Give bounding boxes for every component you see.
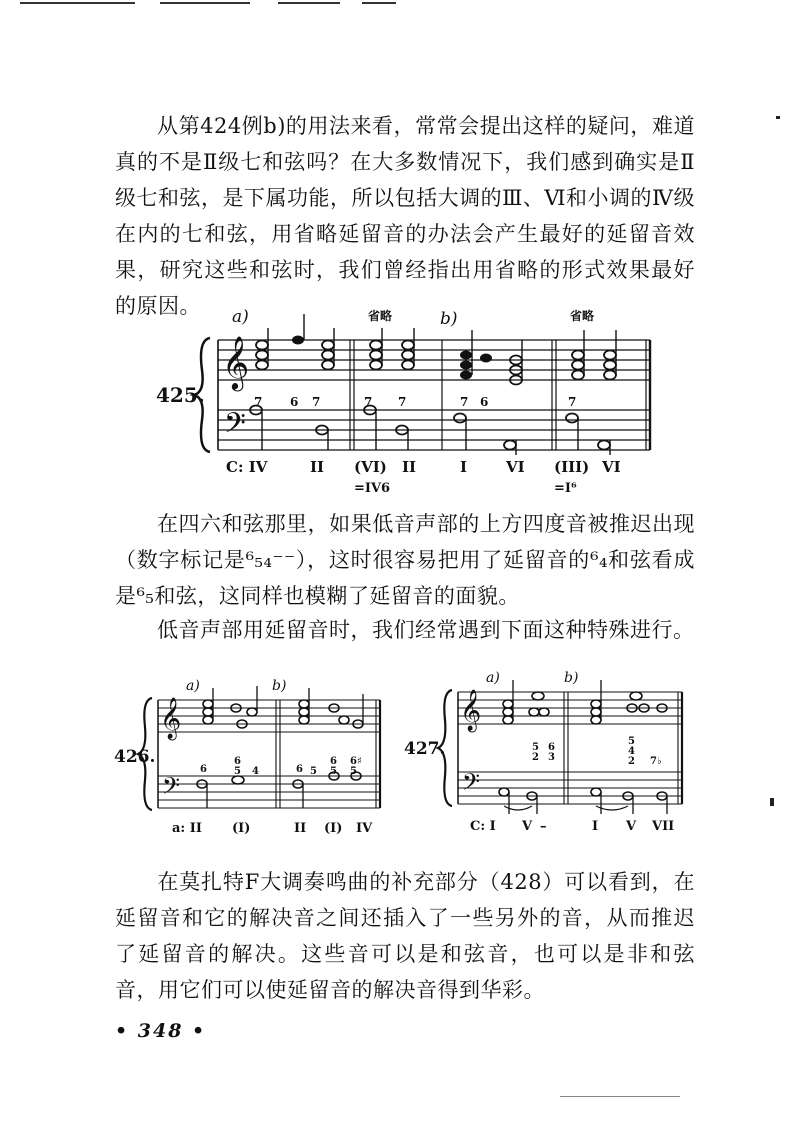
roman-numeral: (III) [554, 458, 590, 476]
header-rule [278, 2, 340, 4]
figured-bass: 2 [532, 752, 539, 763]
music-example-425 [150, 300, 670, 500]
paragraph-2: 在四六和弦那里，如果低音声部的上方四度音被推迟出现（数字标记是⁶₅₄⁻⁻），这时很容易把用了延留音的⁶₄和弦看成是⁶₅和弦，这同样也模糊了延留音的面貌。 [115, 512, 695, 608]
roman-numeral: I [460, 458, 468, 476]
figured-bass: 7 [398, 395, 407, 409]
figured-bass: 6 [330, 756, 337, 767]
roman-numeral: II [402, 458, 417, 476]
figured-bass: 6♯ [350, 756, 362, 767]
figured-bass: 7 [312, 395, 321, 409]
score-426 [112, 672, 392, 842]
figured-bass: 5 [330, 766, 337, 777]
roman-numeral: a: II [172, 821, 202, 836]
figured-bass: 5 [234, 766, 241, 777]
paragraph-1: 从第424例b)的用法来看，常常会提出这样的疑问，难道真的不是Ⅱ级七和弦吗？在大多数情况下，我们感到确实是Ⅱ级七和弦，是下属功能，所以包括大调的Ⅲ、Ⅵ和小调的Ⅳ级在内的七和弦，用省略延留音的办法会产生最好的延留音效果，研究这些和弦时，我们曾经指出用省略的形式效果最好的原因。 [115, 114, 695, 318]
header-rule [160, 2, 250, 4]
example-number: 426. [114, 747, 156, 767]
example-label-a: a) [186, 678, 200, 694]
roman-numeral: V [522, 819, 533, 834]
example-label-b: b) [440, 309, 458, 329]
page-number: • 348 • [115, 1020, 207, 1042]
header-rule [362, 2, 396, 4]
figured-bass: 6 [200, 764, 207, 775]
roman-numeral: V [626, 819, 637, 834]
music-example-426 [112, 672, 392, 842]
figured-bass: 6 [290, 395, 299, 409]
figured-bass: 6 [480, 395, 489, 409]
roman-numeral: C: IV [226, 458, 268, 476]
scan-speck [776, 116, 780, 119]
example-number: 427. [404, 739, 446, 759]
figured-bass: 5 [532, 742, 539, 753]
example-label-a: a) [486, 670, 500, 686]
roman-numeral: (I) [324, 821, 343, 836]
header-rule [20, 2, 135, 4]
scan-speck [770, 798, 774, 806]
figured-bass: 4 [252, 766, 259, 777]
figured-bass: 7 [460, 395, 469, 409]
omission-mark: 省略 [570, 309, 595, 323]
roman-numeral: II [310, 458, 325, 476]
scan-speck [560, 1096, 680, 1097]
treble-clef-icon: 𝄞 [160, 698, 182, 739]
bass-clef-icon: 𝄢 [224, 407, 246, 447]
example-label-a: a) [232, 307, 249, 327]
treble-clef-icon: 𝄞 [460, 690, 482, 731]
figured-bass: 6 [234, 756, 241, 767]
figured-bass: 6 [548, 742, 555, 753]
music-example-427 [400, 664, 700, 834]
example-label-b: b) [272, 678, 287, 694]
roman-numeral: VII [652, 819, 675, 834]
roman-numeral: II [294, 821, 307, 836]
paragraph-4: 在莫扎特F大调奏鸣曲的补充部分（428）可以看到，在延留音和它的解决音之间还插入了一些另外的音，从而推迟了延留音的解决。这些音可以是和弦音，也可以是非和弦音，用它们可以使延留音的解决音得到华彩。 [115, 870, 695, 1002]
figured-bass: 2 [628, 756, 635, 767]
figured-bass: 4 [628, 746, 635, 757]
roman-numeral: VI [602, 458, 621, 476]
bass-clef-icon: 𝄢 [162, 772, 181, 805]
score-427 [400, 664, 700, 834]
figured-bass: 7 [254, 395, 263, 409]
omission-mark: 省略 [368, 309, 393, 323]
figured-bass: 5 [310, 766, 317, 777]
example-label-b: b) [564, 670, 579, 686]
analysis-substitute: =IV6 [354, 481, 391, 496]
figured-bass: 7 [568, 395, 577, 409]
roman-numeral: IV [356, 821, 373, 836]
figured-bass: 3 [548, 752, 555, 763]
bass-clef-icon: 𝄢 [462, 768, 481, 801]
roman-numeral: – [540, 819, 547, 834]
analysis-substitute: =I⁶ [554, 481, 577, 496]
roman-numeral: (VI) [354, 458, 387, 476]
treble-clef-icon: 𝄞 [222, 335, 250, 389]
figured-bass: 5 [628, 736, 635, 747]
figured-bass: 7 [364, 395, 373, 409]
figured-bass: 7♭ [650, 756, 662, 767]
score-425 [150, 300, 670, 500]
roman-numeral: C: I [470, 819, 496, 834]
roman-numeral: I [592, 819, 599, 834]
roman-numeral: VI [506, 458, 525, 476]
figured-bass: 6 [296, 764, 303, 775]
example-number: 425. [156, 383, 205, 407]
figured-bass: 5 [350, 766, 357, 777]
roman-numeral: (I) [232, 821, 251, 836]
paragraph-3: 低音声部用延留音时，我们经常遇到下面这种特殊进行。 [157, 618, 695, 642]
